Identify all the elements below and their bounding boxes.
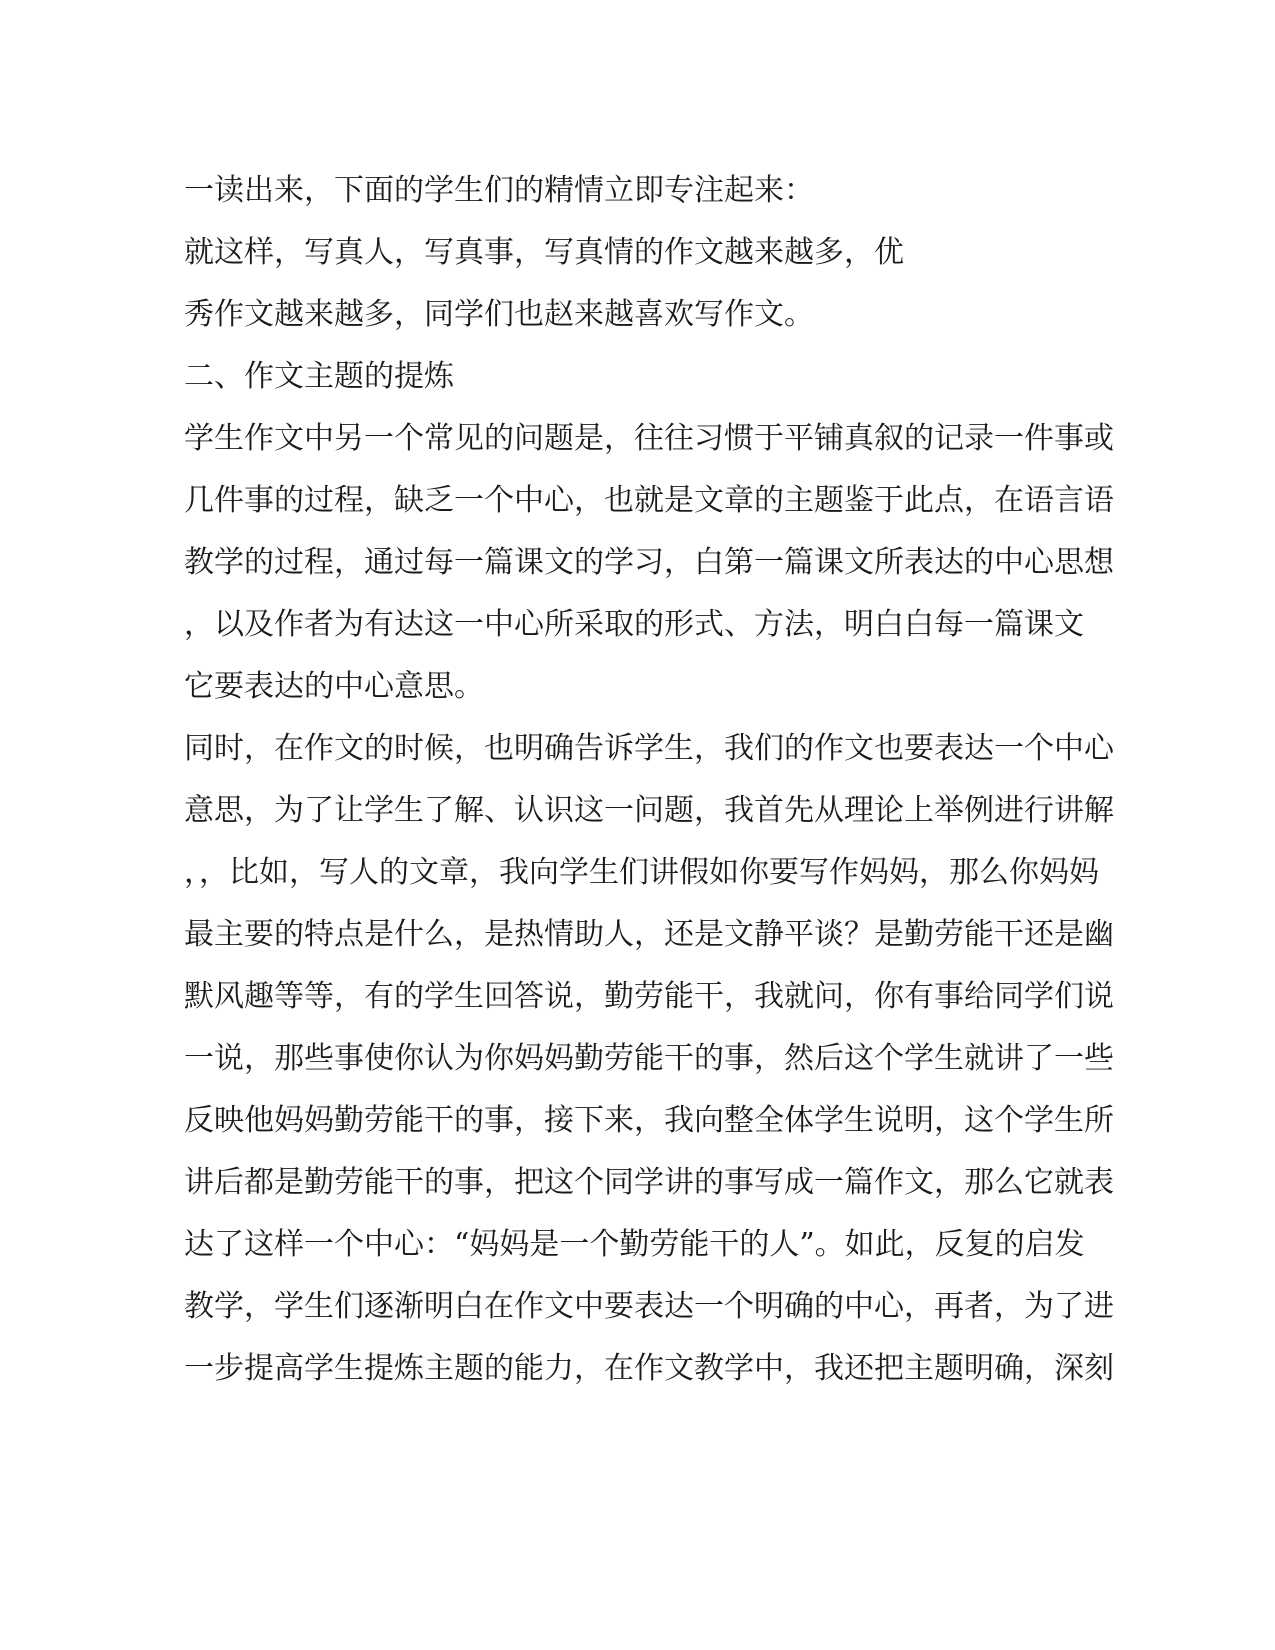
text-line: 几件事的过程，缺乏一个中心，也就是文章的主题鉴于此点，在语言语 <box>184 483 1114 518</box>
text-line: 意思，为了让学生了解、认识这一问题，我首先从理论上举例进行讲解 <box>184 793 1114 828</box>
text-line: 秀作文越来越多，同学们也赵来越喜欢写作文。 <box>184 297 814 332</box>
text-line: 一说，那些事使你认为你妈妈勤劳能干的事，然后这个学生就讲了一些 <box>184 1041 1114 1076</box>
text-line: 教学，学生们逐渐明白在作文中要表达一个明确的中心，再者，为了进 <box>184 1289 1114 1324</box>
text-line: 反映他妈妈勤劳能干的事，接下来，我向整全体学生说明，这个学生所 <box>184 1103 1114 1138</box>
text-line: 默风趣等等，有的学生回答说，勤劳能干，我就问，你有事给同学们说 <box>184 979 1114 1014</box>
text-line: 一步提高学生提炼主题的能力，在作文教学中，我还把主题明确，深刻 <box>184 1351 1114 1386</box>
text-line: 它要表达的中心意思。 <box>184 669 484 704</box>
text-line: ，，比如，写人的文章，我向学生们讲假如你要写作妈妈，那么你妈妈 <box>184 855 1099 890</box>
text-line: 一读出来，下面的学生们的精情立即专注起来： <box>184 173 814 208</box>
text-line: 讲后都是勤劳能干的事，把这个同学讲的事写成一篇作文，那么它就表 <box>184 1165 1114 1200</box>
section-heading: 二、作文主题的提炼 <box>184 359 454 394</box>
document-body <box>184 160 1114 1400</box>
text-line: ，以及作者为有达这一中心所采取的形式、方法，明白白每一篇课文 <box>184 607 1084 642</box>
text-line: 学生作文中另一个常见的问题是，往往习惯于平铺真叙的记录一件事或 <box>184 421 1114 456</box>
text-line: 最主要的特点是什么，是热情助人，还是文静平谈？是勤劳能干还是幽 <box>184 917 1114 952</box>
text-line: 教学的过程，通过每一篇课文的学习，白第一篇课文所表达的中心思想 <box>184 545 1114 580</box>
text-line: 就这样，写真人，写真事，写真情的作文越来越多，优 <box>184 235 904 270</box>
text-line: 达了这样一个中心：“妈妈是一个勤劳能干的人”。如此，反复的启发 <box>184 1227 1085 1262</box>
text-line: 同时，在作文的时候，也明确告诉学生，我们的作文也要表达一个中心 <box>184 731 1114 766</box>
